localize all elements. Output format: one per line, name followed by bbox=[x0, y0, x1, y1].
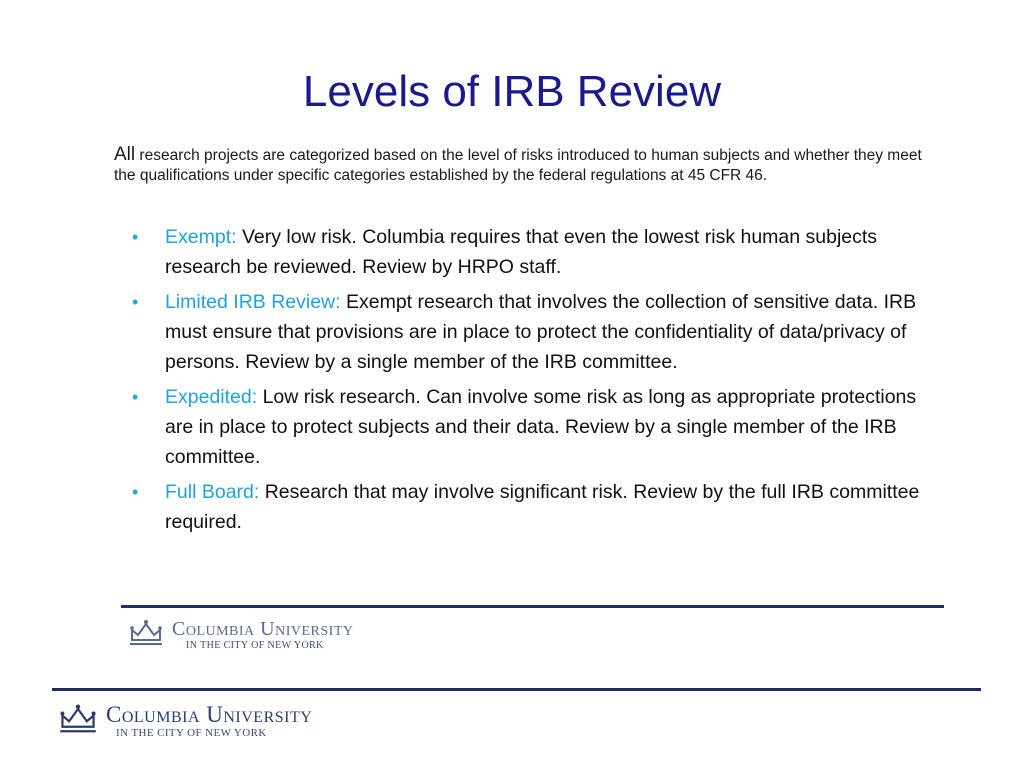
intro-paragraph bbox=[114, 145, 934, 186]
crown-icon bbox=[58, 702, 98, 736]
list-item-exempt bbox=[130, 222, 930, 282]
intro-text: research projects are categorized based on the level of risks introduced to human subjects and whether they meet the qualifications under specific categories established by the federal regulations at 45 CFR 46. bbox=[114, 147, 922, 184]
bullet-icon: • bbox=[132, 482, 139, 502]
term-limited: Limited IRB Review: bbox=[165, 291, 341, 313]
intro-lead: All bbox=[114, 144, 136, 165]
list-item-full-board bbox=[130, 477, 930, 537]
bullet-icon: • bbox=[132, 227, 139, 247]
crown-icon bbox=[128, 618, 164, 648]
columbia-logo-upper bbox=[128, 618, 354, 652]
divider-lower bbox=[52, 688, 981, 691]
list-item-limited bbox=[130, 287, 930, 377]
columbia-logo-lower bbox=[58, 702, 312, 739]
desc-full-board: Research that may involve significant risk. Review by the full IRB committee required. bbox=[165, 481, 920, 533]
term-expedited: Expedited: bbox=[165, 386, 258, 408]
logo-name: Columbia University bbox=[106, 702, 313, 727]
term-exempt: Exempt: bbox=[165, 226, 237, 248]
bullet-icon: • bbox=[132, 387, 139, 407]
desc-limited: Exempt research that involves the collection of sensitive data. IRB must ensure that provisions are in place to protect the confidentiality of data/privacy of persons. Review by a single member of the IRB committee. bbox=[165, 291, 917, 373]
desc-expedited: Low risk research. Can involve some risk as long as appropriate protections are in place to protect subjects and their data. Review by a single member of the IRB committee. bbox=[165, 386, 917, 468]
desc-exempt: Very low risk. Columbia requires that even the lowest risk human subjects research be reviewed. Review by HRPO staff. bbox=[165, 226, 878, 278]
slide-title: Levels of IRB Review bbox=[302, 67, 722, 116]
logo-tagline: IN THE CITY OF NEW YORK bbox=[116, 727, 267, 739]
term-full-board: Full Board: bbox=[165, 481, 260, 503]
logo-tagline: IN THE CITY OF NEW YORK bbox=[186, 640, 324, 651]
list-item-expedited bbox=[130, 382, 930, 472]
bullet-icon: • bbox=[132, 292, 139, 312]
review-levels-list bbox=[130, 222, 930, 542]
divider-upper bbox=[121, 605, 944, 608]
logo-name: Columbia University bbox=[172, 618, 354, 640]
